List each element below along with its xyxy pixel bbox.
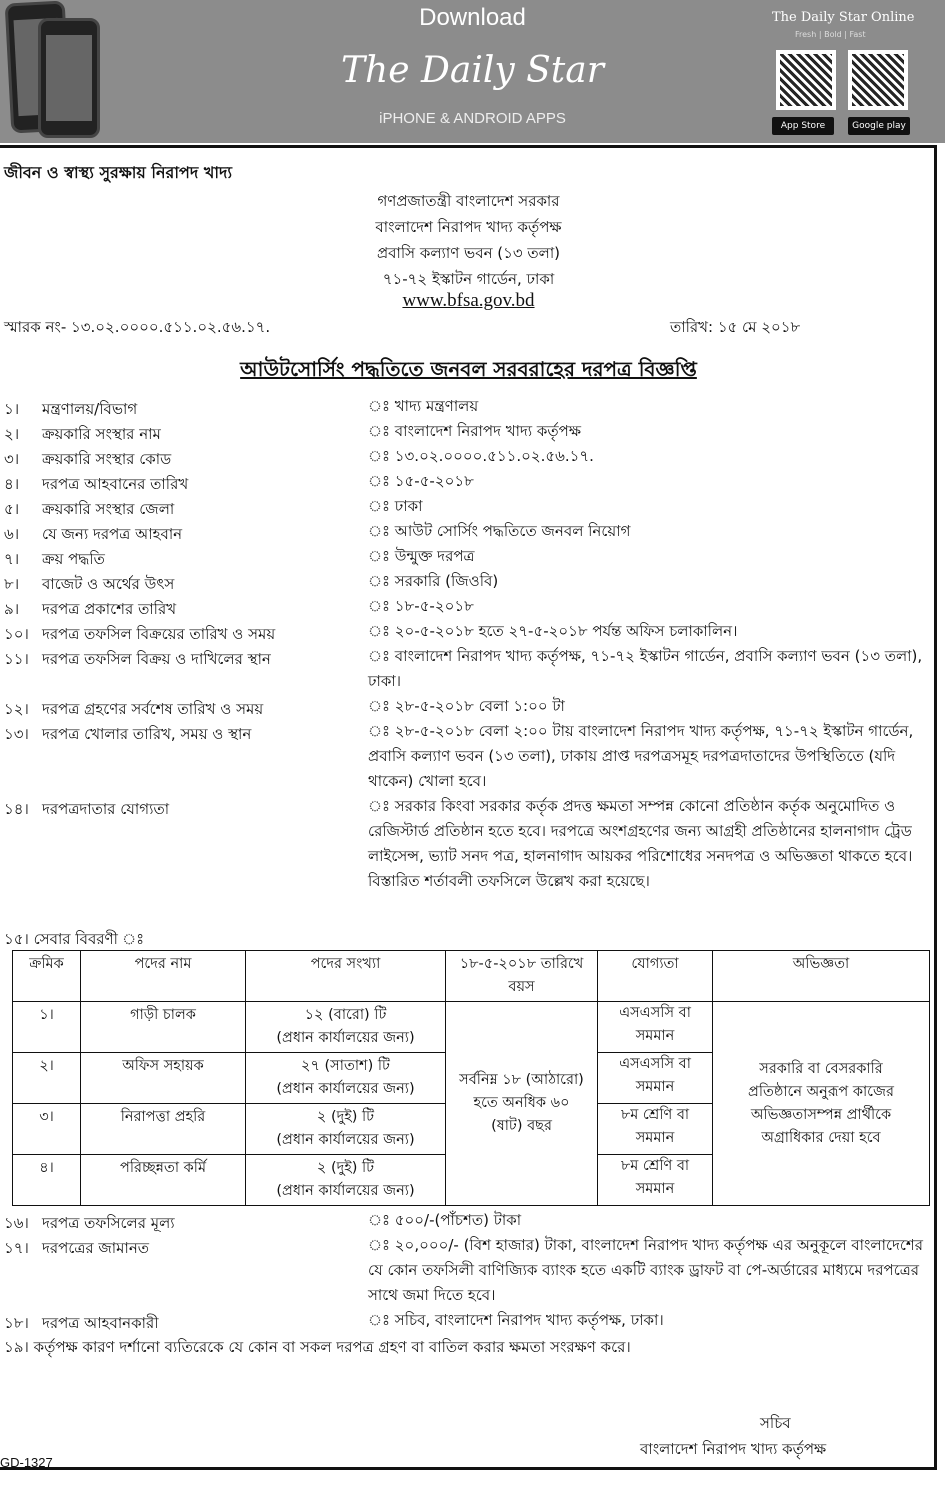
banner-apps: iPHONE & ANDROID APPS xyxy=(379,110,566,127)
cell-post: পরিচ্ছন্নতা কর্মি xyxy=(81,1155,246,1206)
notice-date: তারিখ: ১৫ মে ২০১৮ xyxy=(670,318,801,336)
slogan: জীবন ও স্বাস্থ্য সুরক্ষায় নিরাপদ খাদ্য xyxy=(4,163,233,182)
count-note: (প্রধান কার্যালয়ের জন্য) xyxy=(276,1183,415,1199)
count: ১২ (বারো) টি xyxy=(304,1007,387,1023)
item-label: বাজেট ও অর্থের উৎস xyxy=(42,575,175,593)
item-number: ১৮। xyxy=(4,1314,29,1332)
google-play-button[interactable]: Google play xyxy=(848,117,910,135)
cell-qualification: ৮ম শ্রেণি বা সমমান xyxy=(598,1104,713,1155)
cell-experience: সরকারি বা বেসরকারি প্রতিষ্ঠানে অনুরূপ কাজের অভিজ্ঞতাসম্পন্ন প্রার্থীকে অগ্রাধিকার দেয়া হবে xyxy=(713,1002,930,1206)
item-value: ঃ ২০-৫-২০১৮ হতে ২৭-৫-২০১৮ পর্যন্ত অফিস চলাকালিন। xyxy=(368,622,738,640)
memo-number: স্মারক নং- ১৩.০২.০০০০.৫১১.০২.৫৬.১৭. xyxy=(4,318,271,336)
service-heading: ১৫। সেবার বিবরণী ঃ xyxy=(4,930,145,948)
cell-serial: ১। xyxy=(13,1002,81,1053)
item-19: ১৯। কর্তৃপক্ষ কারণ দর্শানো ব্যতিরেকে যে কোন বা সকল দরপত্র গ্রহণ বা বাতিল করার ক্ষমতা সংরক্ষণ করে। xyxy=(4,1338,631,1356)
item-number: ১০। xyxy=(4,625,29,643)
item-value: ঃ ঢাকা xyxy=(368,497,423,515)
item-number: ৫। xyxy=(4,500,20,518)
count: ২ (দুই) টি xyxy=(316,1109,375,1125)
item-number: ১৬। xyxy=(4,1214,29,1232)
item-label: দরপত্রের জামানত xyxy=(42,1239,150,1257)
item-label: ক্রয় পদ্ধতি xyxy=(42,550,105,568)
banner-online: The Daily Star Online xyxy=(772,10,915,25)
item-value: ঃ সচিব, বাংলাদেশ নিরাপদ খাদ্য কর্তৃপক্ষ, ঢাকা। xyxy=(368,1311,664,1329)
item-label: দরপত্র তফসিল বিক্রয়ের তারিখ ও সময় xyxy=(42,625,276,643)
item-label: দরপত্র খোলার তারিখ, সময় ও স্থান xyxy=(42,725,252,743)
item-number: ২। xyxy=(4,425,20,443)
item-value: ঃ বাংলাদেশ নিরাপদ খাদ্য কর্তৃপক্ষ, ৭১-৭২ ইস্কাটন গার্ডেন, প্রবাসি কল্যাণ ভবন (১৩ তলা), ঢাকা। xyxy=(368,647,923,690)
cell-qualification: এসএসসি বা সমমান xyxy=(598,1002,713,1053)
item-number: ৬। xyxy=(4,525,20,543)
item-number: ১। xyxy=(4,400,20,418)
header-line: প্রবাসি কল্যাণ ভবন (১৩ তলা) xyxy=(376,244,561,262)
item-number: ৮। xyxy=(4,575,20,593)
count-note: (প্রধান কার্যালয়ের জন্য) xyxy=(276,1132,415,1148)
cell-serial: ৪। xyxy=(13,1155,81,1206)
item-number: ৪। xyxy=(4,475,20,493)
item-value: ঃ বাংলাদেশ নিরাপদ খাদ্য কর্তৃপক্ষ xyxy=(368,422,581,440)
col-header: যোগ্যতা xyxy=(598,951,713,1002)
item-label: ক্রয়কারি সংস্থার নাম xyxy=(42,425,161,443)
item-value: ঃ ২৮-৫-২০১৮ বেলা ১:০০ টা xyxy=(368,697,565,715)
item-label: দরপত্র আহবানের তারিখ xyxy=(42,475,189,493)
banner-tagline: Fresh | Bold | Fast xyxy=(795,30,866,39)
item-number: ৯। xyxy=(4,600,20,618)
item-label: দরপত্র গ্রহণের সর্বশেষ তারিখ ও সময় xyxy=(42,700,264,718)
item-label: মন্ত্রণালয়/বিভাগ xyxy=(42,400,138,418)
item-value: ঃ উন্মুক্ত দরপত্র xyxy=(368,547,475,565)
count-note: (প্রধান কার্যালয়ের জন্য) xyxy=(276,1081,415,1097)
cell-qualification: ৮ম শ্রেণি বা সমমান xyxy=(598,1155,713,1206)
item-value: ঃ ১৫-৫-২০১৮ xyxy=(368,472,474,490)
cell-count xyxy=(246,1155,446,1206)
cell-count xyxy=(246,1104,446,1155)
item-number: ১২। xyxy=(4,700,29,718)
item-value: ঃ ৫০০/-(পাঁচশত) টাকা xyxy=(368,1211,522,1229)
item-number: ৩। xyxy=(4,450,20,468)
item-value: ঃ খাদ্য মন্ত্রণালয় xyxy=(368,397,479,415)
cell-post: গাড়ী চালক xyxy=(81,1002,246,1053)
item-label: যে জন্য দরপত্র আহবান xyxy=(42,525,183,543)
count: ২৭ (সাতাশ) টি xyxy=(301,1058,390,1074)
item-number: ১১। xyxy=(4,650,29,668)
item-value: ঃ ২৮-৫-২০১৮ বেলা ২:০০ টায় বাংলাদেশ নিরাপদ খাদ্য কর্তৃপক্ষ, ৭১-৭২ ইস্কাটন গার্ডেন, প্রবাসি কল্যাণ ভবন (১৩ তলা), ঢাকায় প্রাপ্ত দরপত্রসমূহ দরপত্রদাতাদের উপস্থিতিতে (যদি থাকেন) খোলা হবে। xyxy=(368,722,914,790)
cell-count xyxy=(246,1002,446,1053)
cell-post: অফিস সহায়ক xyxy=(81,1053,246,1104)
col-header: পদের সংখ্যা xyxy=(246,951,446,1002)
header-line: ৭১-৭২ ইস্কাটন গার্ডেন, ঢাকা xyxy=(382,270,555,288)
header-line: বাংলাদেশ নিরাপদ খাদ্য কর্তৃপক্ষ xyxy=(375,218,562,236)
item-label: দরপত্রদাতার যোগ্যতা xyxy=(42,800,170,818)
item-label: দরপত্র তফসিলের মূল্য xyxy=(42,1214,175,1232)
item-number: ৭। xyxy=(4,550,20,568)
cell-post: নিরাপত্তা প্রহরি xyxy=(81,1104,246,1155)
cell-age: সর্বনিম্ন ১৮ (আঠারো) হতে অনধিক ৬০ (ষাট) বছর xyxy=(446,1002,598,1206)
ad-code: GD-1327 xyxy=(0,1455,53,1470)
item-value: ঃ ১৮-৫-২০১৮ xyxy=(368,597,474,615)
daily-star-app-banner[interactable] xyxy=(0,0,945,143)
website-link[interactable]: www.bfsa.gov.bd xyxy=(402,290,535,311)
table-row xyxy=(13,1002,930,1053)
col-header: ক্রমিক xyxy=(13,951,81,1002)
cell-count xyxy=(246,1053,446,1104)
banner-logo: The Daily Star xyxy=(341,50,604,91)
item-value: ঃ আউট সোর্সিং পদ্ধতিতে জনবল নিয়োগ xyxy=(368,522,631,540)
count: ২ (দুই) টি xyxy=(316,1160,375,1176)
qr-code-icon xyxy=(848,50,908,110)
app-store-button[interactable]: App Store xyxy=(772,117,834,135)
item-number: ১৩। xyxy=(4,725,29,743)
cell-serial: ৩। xyxy=(13,1104,81,1155)
item-number: ১৭। xyxy=(4,1239,29,1257)
table-header-row xyxy=(13,951,930,1002)
item-label: ক্রয়কারি সংস্থার জেলা xyxy=(42,500,175,518)
item-label: দরপত্র আহবানকারী xyxy=(42,1314,159,1332)
notice-title: আউটসোর্সিং পদ্ধতিতে জনবল সরবরাহের দরপত্র বিজ্ঞপ্তি xyxy=(240,357,697,381)
service-table xyxy=(12,950,930,1206)
qr-code-icon xyxy=(776,50,836,110)
cell-qualification: এসএসসি বা সমমান xyxy=(598,1053,713,1104)
item-value: ঃ ২০,০০০/- (বিশ হাজার) টাকা, বাংলাদেশ নিরাপদ খাদ্য কর্তৃপক্ষ এর অনুকূলে বাংলাদেশের যে কোন তফসিলী বাণিজ্যিক ব্যাংক হতে একটি ব্যাংক ড্রাফট বা পে-অর্ডারের মাধ্যমে দরপত্রের সাথে জমা দিতে হবে। xyxy=(368,1236,924,1304)
item-label: দরপত্র তফসিল বিক্রয় ও দাখিলের স্থান xyxy=(42,650,271,668)
col-header: ১৮-৫-২০১৮ তারিখে বয়স xyxy=(446,951,598,1002)
col-header: অভিজ্ঞতা xyxy=(713,951,930,1002)
signatory-title: সচিব xyxy=(760,1414,791,1432)
count-note: (প্রধান কার্যালয়ের জন্য) xyxy=(276,1030,415,1046)
item-label: ক্রয়কারি সংস্থার কোড xyxy=(42,450,172,468)
cell-serial: ২। xyxy=(13,1053,81,1104)
header-line: গণপ্রজাতন্ত্রী বাংলাদেশ সরকার xyxy=(377,192,560,210)
item-value: ঃ সরকার কিংবা সরকার কর্তৃক প্রদত্ত ক্ষমতা সম্পন্ন কোনো প্রতিষ্ঠান কর্তৃক অনুমোদিত ও রেজিস্টার্ড প্রতিষ্ঠান হতে হবে। দরপত্রে অংশগ্রহণের জন্য আগ্রহী প্রতিষ্ঠানের হালনাগাদ ট্রেড লাইসেন্স, ভ্যাট সনদ পত্র, হালনাগাদ আয়কর পরিশোধের সনদপত্র ও অভিজ্ঞতা থাকতে হবে। বিস্তারিত শর্তাবলী তফসিলে উল্লেখ করা হয়েছে। xyxy=(368,797,913,890)
item-label: দরপত্র প্রকাশের তারিখ xyxy=(42,600,177,618)
item-value: ঃ ১৩.০২.০০০০.৫১১.০২.৫৬.১৭. xyxy=(368,447,594,465)
banner-download: Download xyxy=(419,4,526,31)
col-header: পদের নাম xyxy=(81,951,246,1002)
signatory-org: বাংলাদেশ নিরাপদ খাদ্য কর্তৃপক্ষ xyxy=(640,1440,827,1458)
item-value: ঃ সরকারি (জিওবি) xyxy=(368,572,499,590)
item-number: ১৪। xyxy=(4,800,29,818)
